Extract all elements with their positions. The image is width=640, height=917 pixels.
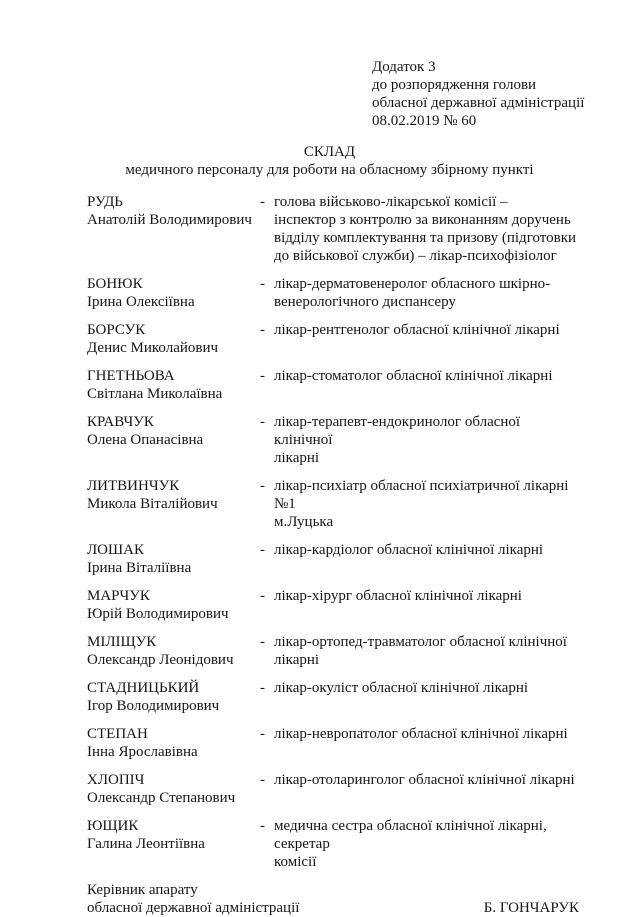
entry-given-name: Олена Опанасівна bbox=[87, 432, 204, 448]
title-block bbox=[87, 143, 572, 179]
page-subtitle: медичного персоналу для роботи на обласному збірному пункті bbox=[125, 162, 534, 178]
signature-name: Б. ГОНЧАРУК bbox=[483, 900, 579, 916]
entry-name-cell bbox=[87, 633, 260, 669]
entry-name-cell bbox=[87, 679, 260, 715]
personnel-entry bbox=[87, 771, 579, 807]
entry-name-cell bbox=[87, 771, 260, 807]
entry-surname: ЛИТВИНЧУК bbox=[87, 478, 180, 494]
personnel-entry bbox=[87, 413, 579, 467]
personnel-entry bbox=[87, 477, 579, 531]
position-dash: - bbox=[260, 542, 265, 558]
entry-position: лікар-психіатр обласної психіатричної лікарні №1 м.Луцька bbox=[274, 478, 569, 530]
position-dash: - bbox=[260, 818, 265, 834]
entry-position: лікар-рентгенолог обласної клінічної лікарні bbox=[274, 322, 560, 338]
position-dash: - bbox=[260, 634, 265, 650]
personnel-entry bbox=[87, 367, 579, 403]
entry-surname: ЮЩИК bbox=[87, 818, 139, 834]
entry-position-cell bbox=[260, 541, 579, 559]
entry-position-cell bbox=[260, 413, 579, 467]
position-dash: - bbox=[260, 368, 265, 384]
entry-surname: КРАВЧУК bbox=[87, 414, 154, 430]
personnel-entry bbox=[87, 633, 579, 669]
entry-position: медична сестра обласної клінічної лікарні, секретар комісії bbox=[274, 818, 547, 870]
entry-given-name: Інна Ярославівна bbox=[87, 744, 198, 760]
entry-surname: ХЛОПІЧ bbox=[87, 772, 145, 788]
entry-surname: БОНЮК bbox=[87, 276, 143, 292]
personnel-entry bbox=[87, 587, 579, 623]
entry-surname: РУДЬ bbox=[87, 194, 123, 210]
entry-name-cell bbox=[87, 587, 260, 623]
entry-given-name: Денис Миколайович bbox=[87, 340, 219, 356]
personnel-list bbox=[87, 193, 579, 917]
personnel-entry bbox=[87, 725, 579, 761]
entry-position-cell bbox=[260, 587, 579, 605]
entry-position: лікар-стоматолог обласної клінічної лікарні bbox=[274, 368, 553, 384]
entry-name-cell bbox=[87, 477, 260, 513]
personnel-entry bbox=[87, 679, 579, 715]
entry-position-cell bbox=[260, 193, 579, 265]
entry-position: лікар-ортопед-травматолог обласної клінічної лікарні bbox=[274, 634, 567, 668]
position-dash: - bbox=[260, 276, 265, 292]
entry-position-cell bbox=[260, 679, 579, 697]
entry-given-name: Галина Леонтіївна bbox=[87, 836, 205, 852]
entry-given-name: Ірина Віталіївна bbox=[87, 560, 192, 576]
position-dash: - bbox=[260, 322, 265, 338]
entry-position-cell bbox=[260, 725, 579, 743]
footer-signer-title bbox=[87, 881, 299, 917]
entry-position-cell bbox=[260, 477, 579, 531]
entry-given-name: Ігор Володимирович bbox=[87, 698, 220, 714]
footer bbox=[87, 881, 579, 917]
entry-surname: ГНЕТНЬОВА bbox=[87, 368, 175, 384]
entry-surname: МАРЧУК bbox=[87, 588, 150, 604]
position-dash: - bbox=[260, 588, 265, 604]
entry-position-cell bbox=[260, 321, 579, 339]
entry-surname: СТАДНИЦЬКИЙ bbox=[87, 680, 200, 696]
entry-given-name: Світлана Миколаївна bbox=[87, 386, 223, 402]
entry-surname: СТЕПАН bbox=[87, 726, 148, 742]
entry-name-cell bbox=[87, 541, 260, 577]
position-dash: - bbox=[260, 772, 265, 788]
appendix-line: обласної державної адміністрації bbox=[372, 95, 585, 111]
entry-position-cell bbox=[260, 275, 579, 311]
entries-list bbox=[87, 193, 579, 871]
entry-name-cell bbox=[87, 413, 260, 449]
entry-position-cell bbox=[260, 367, 579, 385]
entry-position: лікар-хірург обласної клінічної лікарні bbox=[274, 588, 522, 604]
entry-name-cell bbox=[87, 367, 260, 403]
personnel-entry bbox=[87, 817, 579, 871]
page-title: СКЛАД bbox=[303, 144, 356, 160]
position-dash: - bbox=[260, 414, 265, 430]
appendix-line: 08.02.2019 № 60 bbox=[372, 113, 477, 129]
personnel-entry bbox=[87, 541, 579, 577]
footer-line: Керівник апарату bbox=[87, 882, 198, 898]
entry-position-cell bbox=[260, 633, 579, 669]
personnel-entry bbox=[87, 193, 579, 265]
entry-surname: БОРСУК bbox=[87, 322, 146, 338]
entry-position: голова військово-лікарської комісії – інспектор з контролю за виконанням доручень відділу комплектування та призову (підготовки до військової служби) – лікар-психофізіолог bbox=[274, 194, 577, 264]
appendix-line: Додаток 3 bbox=[372, 59, 436, 75]
entry-position: лікар-отоларинголог обласної клінічної лікарні bbox=[274, 772, 575, 788]
entry-position: лікар-терапевт-ендокринолог обласної клінічної лікарні bbox=[274, 414, 521, 466]
entry-position: лікар-кардіолог обласної клінічної лікарні bbox=[274, 542, 544, 558]
entry-given-name: Микола Віталійович bbox=[87, 496, 218, 512]
appendix-block bbox=[372, 58, 584, 130]
entry-given-name: Анатолій Володимирович bbox=[87, 212, 252, 228]
entry-name-cell bbox=[87, 193, 260, 229]
entry-given-name: Олександр Леонідович bbox=[87, 652, 234, 668]
entry-name-cell bbox=[87, 817, 260, 853]
entry-given-name: Юрій Володимирович bbox=[87, 606, 229, 622]
entry-given-name: Олександр Степанович bbox=[87, 790, 236, 806]
entry-position-cell bbox=[260, 771, 579, 789]
position-dash: - bbox=[260, 726, 265, 742]
position-dash: - bbox=[260, 194, 265, 210]
entry-given-name: Ірина Олексіївна bbox=[87, 294, 195, 310]
personnel-entry bbox=[87, 321, 579, 357]
footer-line: обласної державної адміністрації bbox=[87, 900, 300, 916]
entry-position: лікар-окуліст обласної клінічної лікарні bbox=[274, 680, 529, 696]
entry-name-cell bbox=[87, 725, 260, 761]
appendix-line: до розпорядження голови bbox=[372, 77, 537, 93]
entry-position: лікар-дерматовенеролог обласного шкірно- венерологічного диспансеру bbox=[274, 276, 551, 310]
entry-name-cell bbox=[87, 275, 260, 311]
position-dash: - bbox=[260, 680, 265, 696]
entry-position-cell bbox=[260, 817, 579, 871]
personnel-entry bbox=[87, 275, 579, 311]
entry-surname: ЛОШАК bbox=[87, 542, 144, 558]
entry-name-cell bbox=[87, 321, 260, 357]
entry-position: лікар-невропатолог обласної клінічної лікарні bbox=[274, 726, 568, 742]
position-dash: - bbox=[260, 478, 265, 494]
entry-surname: МІЛІЩУК bbox=[87, 634, 157, 650]
